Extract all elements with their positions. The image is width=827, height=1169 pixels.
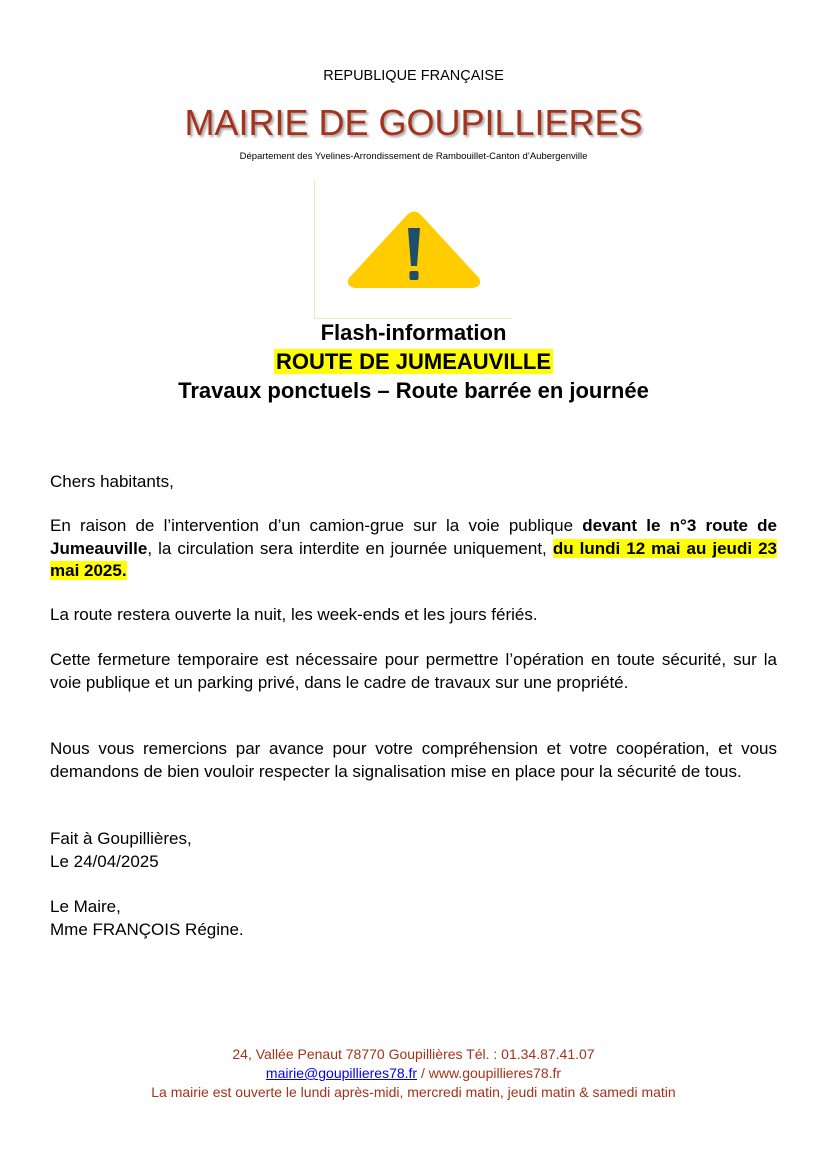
footer-website[interactable]: www.goupillieres78.fr	[428, 1065, 562, 1081]
paragraph-open-hours: La route restera ouverte la nuit, les week-ends et les jours fériés.	[50, 605, 538, 624]
flash-info-heading: Flash-information	[320, 320, 507, 345]
footer-contact	[0, 1064, 827, 1083]
mairie-title: MAIRIE DE GOUPILLIERES	[184, 102, 643, 143]
p2-address: devant le n°3 route de Jumeauville	[50, 516, 778, 558]
p2-text-a: En raison de l’intervention d’un camion-grue sur la voie publique	[50, 516, 583, 535]
republique-heading: REPUBLIQUE FRANÇAISE	[323, 68, 504, 84]
paragraph-closure: Cette fermeture temporaire est nécessaire pour permettre l’opération en toute sécurité, sur la voie publique et un parking privé, dans le cadre de travaux sur une propriété.	[50, 650, 777, 692]
warning-icon-frame	[314, 180, 511, 319]
route-heading-wrap	[0, 349, 827, 375]
footer-address: 24, Vallée Penaut 78770 Goupillières Tél. : 01.34.87.41.07	[232, 1046, 595, 1062]
footer-email-link[interactable]: mairie@goupillieres78.fr	[265, 1065, 418, 1081]
route-heading: ROUTE DE JUMEAUVILLE	[275, 349, 552, 374]
travaux-heading: Travaux ponctuels – Route barrée en journée	[178, 378, 649, 403]
signature-place: Fait à Goupillières,	[50, 829, 192, 848]
signature-place-date	[50, 828, 777, 873]
signature-signer	[50, 896, 777, 941]
p2-text-c: , la circulation sera interdite en journée uniquement,	[147, 538, 553, 558]
signer-title: Le Maire,	[50, 897, 121, 916]
signer-name: Mme FRANÇOIS Régine.	[50, 919, 244, 939]
paragraph-thanks: Nous vous remercions par avance pour votre compréhension et votre coopération, et vous demandons de bien vouloir respecter la signalisation mise en place pour la sécurité de tous.	[50, 739, 777, 781]
warning-icon	[345, 210, 483, 290]
paragraph-intervention	[50, 515, 777, 583]
signature-date: Le 24/04/2025	[50, 851, 159, 871]
p2-dates: du lundi 12 mai au jeudi 23 mai 2025.	[50, 538, 777, 580]
footer-hours: La mairie est ouverte le lundi après-midi, mercredi matin, jeudi matin & samedi matin	[151, 1084, 676, 1100]
footer-separator: /	[417, 1065, 429, 1081]
greeting: Chers habitants,	[50, 472, 174, 491]
departement-subtitle: Département des Yvelines-Arrondissement de Rambouillet-Canton d’Aubergenville	[239, 151, 588, 162]
